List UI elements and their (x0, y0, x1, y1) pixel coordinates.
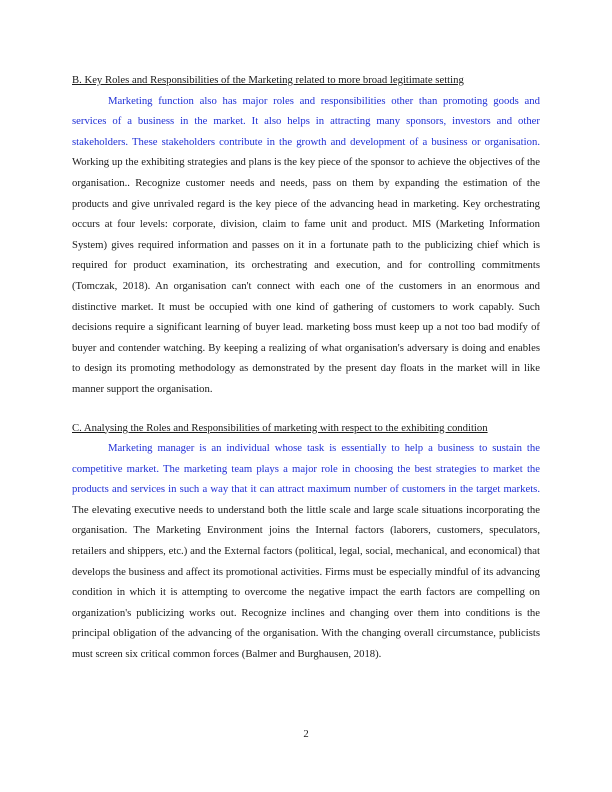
page-number: 2 (303, 728, 309, 740)
document-page (72, 70, 540, 665)
section-c-paragraph (72, 438, 540, 665)
section-spacer (72, 400, 540, 418)
section-c-highlight-text: Marketing manager is an individual whose task is essentially to help a business to sustain the competitive market. The marketing team plays a major role in choosing the best strategies to market the products and services in such a way that it can attract maximum number of customers in the target markets. (72, 442, 540, 496)
section-c-heading: C. Analysing the Roles and Responsibilities of marketing with respect to the exhibiting condition (72, 421, 488, 434)
section-b-body-text: Working up the exhibiting strategies and plans is the key piece of the sponsor to achieve the objectives of the organisation.. Recognize customer needs and needs, pass on them by expanding the estimation of the products and give unrivaled regard is the key piece of the advancing head in marketing. Key orchestrating occurs at four levels: corporate, division, claim to fame unit and product. MIS (Marketing Information System) gives required information and passes on it in a fortunate path to the publicizing chief which is required for product examination, its orchestrating and execution, and for controlling commitments (Tomczak, 2018). An organisation can't connect with each one of the customers in an enormous and distinctive market. It must be occupied with one kind of gathering of customers to work capably. Such decisions require a significant learning of buyer lead. marketing boss must keep up a not too bad modify of buyer and contender watching. By keeping a realizing of what organisation's adversary is doing and enables to design its promoting methodology as demonstrated by the present day floats in the market will in like manner support the organisation. (72, 156, 540, 395)
section-b-highlight-text: Marketing function also has major roles and responsibilities other than promoting goods and services of a business in the market. It also helps in attracting many sponsors, investors and other stakeholders. These stakeholders contribute in the growth and development of a business or organisation. (72, 94, 540, 148)
section-b-paragraph (72, 91, 540, 400)
section-b-heading: B. Key Roles and Responsibilities of the Marketing related to more broad legitimate setting (72, 74, 464, 86)
section-c-body-text: The elevating executive needs to understand both the little scale and large scale situations incorporating the organisation. The Marketing Environment joins the Internal factors (laborers, customers, speculators, retailers and shippers, etc.) and the External factors (political, legal, social, mechanical, and economical) that develops the business and affect its promotional activities. Firms must be especially mindful of its advancing condition in which it is attempting to overcome the negative impact the earth factors are compelling on organization's publicizing works out. Recognize inclines and changing over them into conditions is the principal obligation of the advancing of the organisation. With the changing overall circumstance, publicists must screen six critical common forces (Balmer and Burghausen, 2018). (72, 503, 540, 661)
